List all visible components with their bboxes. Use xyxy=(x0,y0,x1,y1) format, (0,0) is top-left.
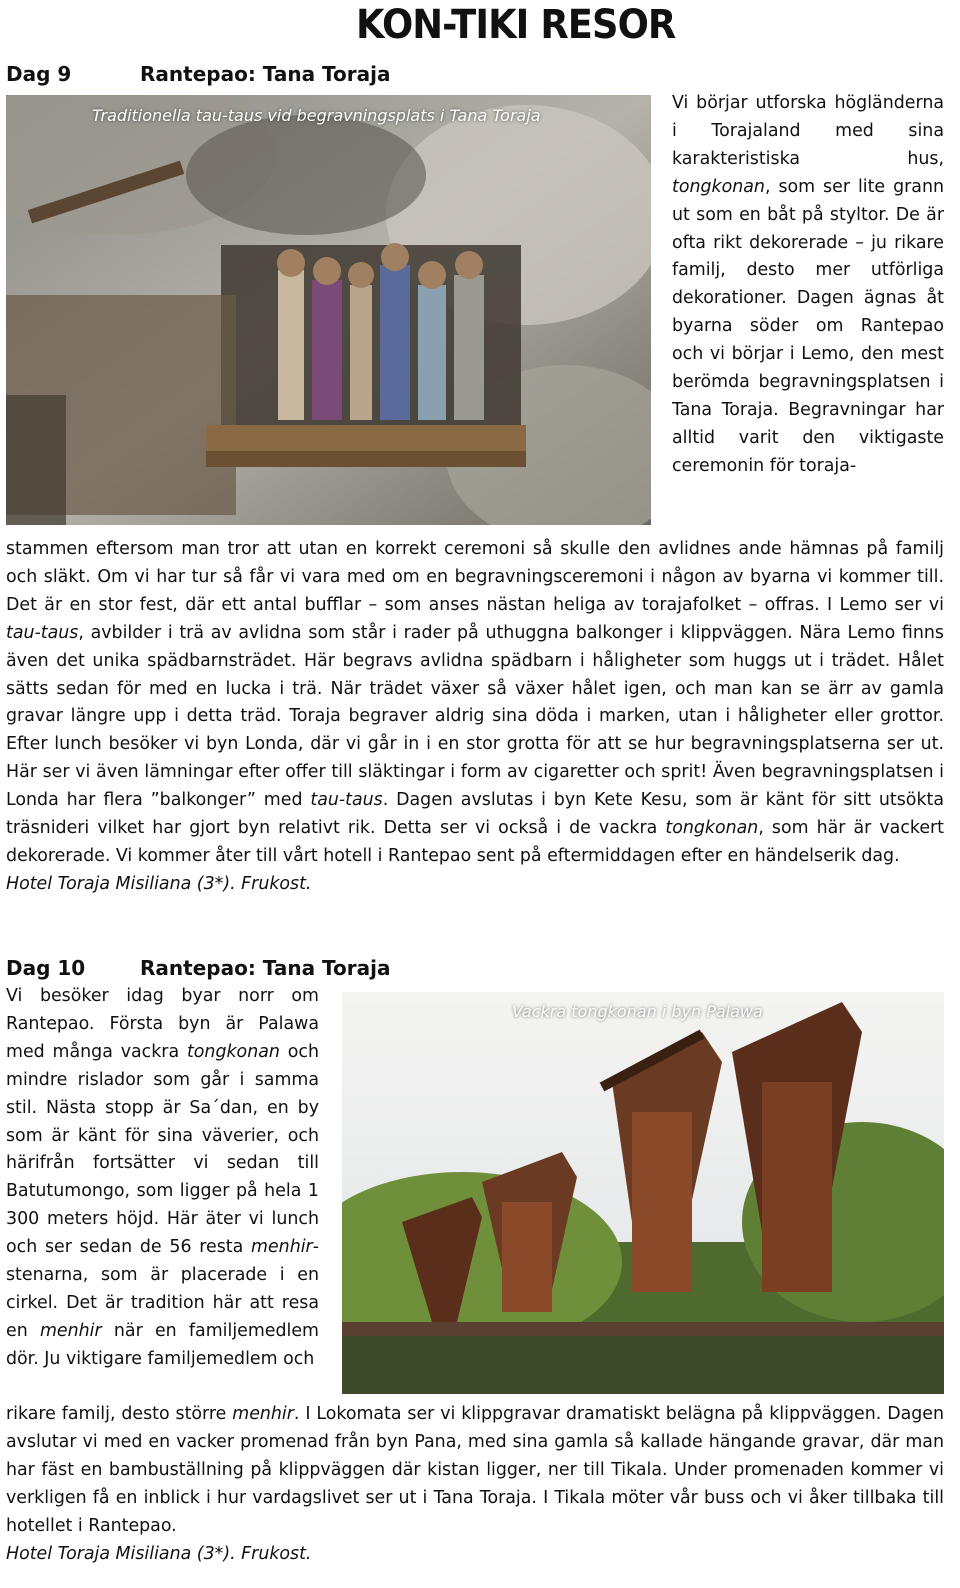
text-run: -stenarna, som är placerade i en cirkel. Det är tradition här att resa en xyxy=(6,1237,319,1341)
text-run: , som ser lite grann ut som en båt på styltor. De är ofta rikt dekorerade – ju rikare familj, desto mer utförliga dekorationer. Dagen ägnas åt byarna söder om Rantepao och vi börjar i Lemo, den mest berömda begravningsplatsen i Tana Toraja. Begravningar har alltid varit den viktigaste ceremonin för toraja- xyxy=(672,176,944,476)
day-9-body-text xyxy=(6,536,944,899)
day-9-photo-caption: Traditionella tau-taus vid begravningsplats i Tana Toraja xyxy=(92,106,541,125)
day-10-heading xyxy=(6,956,390,980)
text-run: , avbilder i trä av avlidna som står i rader på uthuggna balkonger i klippväggen. Nära Lemo finns även det unika spädbarnsträdet. Här begravs avlidna spädbarn i håligheter som huggs ut i trädet. Hålet sätts sedan för med en lucka i trä. När trädet växer så växer hålet igen, och man kan se ärr av gamla gravar längre upp i detta träd. Toraja begraver aldrig sina döda i marken, utan i håligheter eller grottor. Efter lunch besöker vi byn Londa, där vi går in i en stor grotta för att se hur begravningsplatserna ser ut. Här ser vi även lämningar efter offer till släktingar i form av cigaretter och sprit! Även begravningsplatsen i Londa har flera ”balkonger” med xyxy=(6,622,944,811)
day-9-label: Dag 9 xyxy=(6,62,72,86)
day-10-hotel: Hotel Toraja Misiliana (3*). Frukost. xyxy=(6,1543,312,1564)
emphasis-term: tongkonan xyxy=(665,818,759,839)
day-10-title: Rantepao: Tana Toraja xyxy=(140,956,391,980)
day-9-hotel: Hotel Toraja Misiliana (3*). Frukost. xyxy=(6,873,312,894)
text-run: och mindre rislador som går i samma stil. Nästa stopp är Sa´dan, en by som är känt för sina väverier, och härifrån fortsätter vi sedan till Batutumongo, som ligger på hela 1 300 meters höjd. Här äter vi lunch och ser sedan de 56 resta xyxy=(6,1041,319,1258)
day-10-body-text xyxy=(6,1401,944,1568)
day-10-photo-caption: Vackra tongkonan i byn Palawa xyxy=(512,1002,763,1021)
emphasis-term: tongkonan xyxy=(186,1041,280,1062)
emphasis-term: menhir xyxy=(39,1320,102,1341)
emphasis-term: tau-taus xyxy=(310,790,383,811)
day-9-title: Rantepao: Tana Toraja xyxy=(140,62,391,86)
emphasis-term: tau-taus xyxy=(6,622,79,643)
text-run: . I Lokomata ser vi klippgravar dramatiskt belägna på klippväggen. Dagen avslutar vi med en vacker promenad från byn Pana, med sina gamla så kallade hängande gravar, där man har fäst en bambuställning på klippväggen där kistan ligger, ner till Tikala. Under promenaden kommer vi verkligen få en inblick i hur vardagslivet ser ut i Tana Toraja. I Tikala möter vår buss och vi åker tillbaka till hotellet i Rantepao. xyxy=(6,1404,944,1536)
emphasis-term: menhir xyxy=(232,1404,294,1424)
brand-logo: KON-TIKI RESOR xyxy=(356,2,676,48)
emphasis-term: tongkonan xyxy=(672,176,765,197)
text-run: . Dagen avslutas i byn Kete Kesu, som är känt för sitt utsökta träsnideri vilket har gjort byn relativt rik. Detta ser vi också i de vackra xyxy=(6,790,944,839)
tau-tau-photo xyxy=(6,95,651,525)
tongkonan-photo xyxy=(342,992,944,1394)
text-run: Vi börjar utforska högländerna i Torajaland med sina karakteristiska hus, xyxy=(672,93,944,169)
text-run: när en familjemedlem dör. Ju viktigare familjemedlem och xyxy=(6,1320,319,1369)
day-10-side-text xyxy=(6,983,319,1374)
text-run: stammen eftersom man tror att utan en korrekt ceremoni så skulle den avlidnes ande hämnas på familj och släkt. Om vi har tur så får vi vara med om en begravningsceremoni i någon av byarna vi kommer till. Det är en stor fest, där ett antal bufflar – som anses nästan heliga av torajafolket – offras. I Lemo ser vi xyxy=(6,539,944,615)
day-9-heading xyxy=(6,62,390,86)
text-run: , som här är vackert dekorerade. Vi kommer åter till vårt hotell i Rantepao sent på eftermiddagen efter en händelserik dag. xyxy=(6,818,944,866)
text-run: rikare familj, desto större xyxy=(6,1404,233,1424)
day-9-side-text xyxy=(672,90,944,481)
emphasis-term: menhir xyxy=(251,1237,313,1258)
day-10-label: Dag 10 xyxy=(6,956,86,980)
text-run: Vi besöker idag byar norr om Rantepao. Första byn är Palawa med många vackra xyxy=(6,986,319,1062)
